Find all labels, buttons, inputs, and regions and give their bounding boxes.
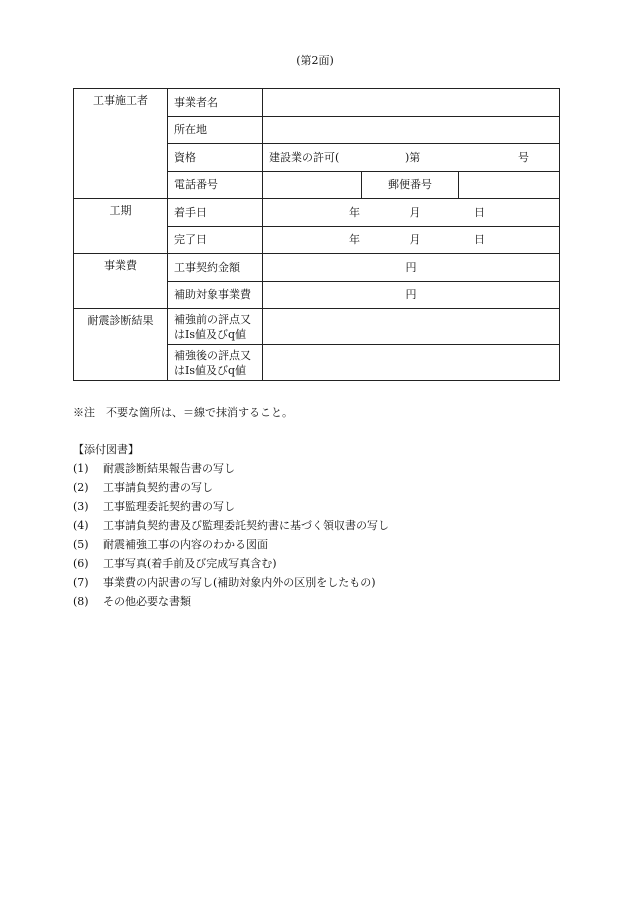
before-score-line1: 補強前の評点又 xyxy=(174,312,251,326)
after-score-label xyxy=(168,345,263,381)
end-month-unit: 月 xyxy=(409,233,421,246)
phone-field[interactable] xyxy=(263,172,362,199)
list-item xyxy=(73,573,389,592)
strike-out-note: ※注 不要な箇所は、＝線で抹消すること。 xyxy=(73,406,293,419)
end-date-field[interactable] xyxy=(263,227,560,254)
address-field[interactable] xyxy=(263,117,560,144)
list-item xyxy=(73,535,389,554)
table-row xyxy=(74,309,560,345)
item-text: 工事写真(着手前及び完成写真含む) xyxy=(103,557,277,570)
page-number-label: (第2面) xyxy=(296,54,334,67)
item-text: 耐震補強工事の内容のわかる図面 xyxy=(103,538,268,551)
subsidy-cost-label: 補助対象事業費 xyxy=(168,282,263,309)
table-row xyxy=(74,199,560,227)
list-item xyxy=(73,516,389,535)
item-number: (1) xyxy=(73,462,89,475)
item-text: 工事監理委託契約書の写し xyxy=(103,500,235,513)
before-score-field[interactable] xyxy=(263,309,560,345)
item-number: (8) xyxy=(73,595,89,608)
end-day-unit: 日 xyxy=(474,233,485,246)
list-item xyxy=(73,497,389,516)
start-day-unit: 日 xyxy=(474,205,485,219)
contract-yen-unit: 円 xyxy=(405,260,417,274)
item-text: 工事請負契約書及び監理委託契約書に基づく領収書の写し xyxy=(103,519,389,532)
postal-field[interactable] xyxy=(459,172,560,199)
seismic-group-label: 耐震診断結果 xyxy=(74,309,168,381)
start-month-unit: 月 xyxy=(409,205,421,219)
list-item xyxy=(73,459,389,478)
license-suffix: 号 xyxy=(518,150,530,164)
postal-label: 郵便番号 xyxy=(362,172,459,199)
item-number: (6) xyxy=(73,557,89,570)
table-row xyxy=(74,89,560,117)
license-field[interactable] xyxy=(263,144,560,172)
end-year-unit: 年 xyxy=(349,233,360,246)
start-year-unit: 年 xyxy=(349,205,360,219)
period-group-label: 工期 xyxy=(74,199,168,254)
phone-label: 電話番号 xyxy=(168,172,263,199)
attachments-title: 【添付図書】 xyxy=(73,443,139,456)
license-prefix: 建設業の許可( xyxy=(269,150,340,164)
start-date-label: 着手日 xyxy=(168,199,263,227)
address-label: 所在地 xyxy=(168,117,263,144)
list-item xyxy=(73,554,389,573)
contract-amount-field[interactable] xyxy=(263,254,560,282)
business-name-label: 事業者名 xyxy=(168,89,263,117)
construction-report-table xyxy=(73,88,560,381)
list-item xyxy=(73,592,389,611)
item-text: その他必要な書類 xyxy=(103,595,191,608)
contractor-group-label: 工事施工者 xyxy=(74,89,168,199)
item-text: 耐震診断結果報告書の写し xyxy=(103,462,235,475)
after-score-line2: はIs値及びq値 xyxy=(174,363,247,377)
license-mid: )第 xyxy=(405,150,421,164)
before-score-label xyxy=(168,309,263,345)
list-item xyxy=(73,478,389,497)
item-number: (3) xyxy=(73,500,89,513)
subsidy-yen-unit: 円 xyxy=(405,288,417,301)
after-score-line1: 補強後の評点又 xyxy=(174,348,251,362)
table-row xyxy=(74,254,560,282)
item-text: 事業費の内訳書の写し(補助対象内外の区別をしたもの) xyxy=(103,576,376,589)
qualification-label: 資格 xyxy=(168,144,263,172)
item-number: (7) xyxy=(73,576,89,589)
subsidy-cost-field[interactable] xyxy=(263,282,560,309)
item-text: 工事請負契約書の写し xyxy=(103,481,213,494)
attachments-section xyxy=(73,440,389,611)
business-name-field[interactable] xyxy=(263,89,560,117)
before-score-line2: はIs値及びq値 xyxy=(174,327,247,341)
item-number: (2) xyxy=(73,481,89,494)
contract-amount-label: 工事契約金額 xyxy=(168,254,263,282)
cost-group-label: 事業費 xyxy=(74,254,168,309)
start-date-field[interactable] xyxy=(263,199,560,227)
item-number: (4) xyxy=(73,519,89,532)
end-date-label: 完了日 xyxy=(168,227,263,254)
after-score-field[interactable] xyxy=(263,345,560,381)
item-number: (5) xyxy=(73,538,89,551)
